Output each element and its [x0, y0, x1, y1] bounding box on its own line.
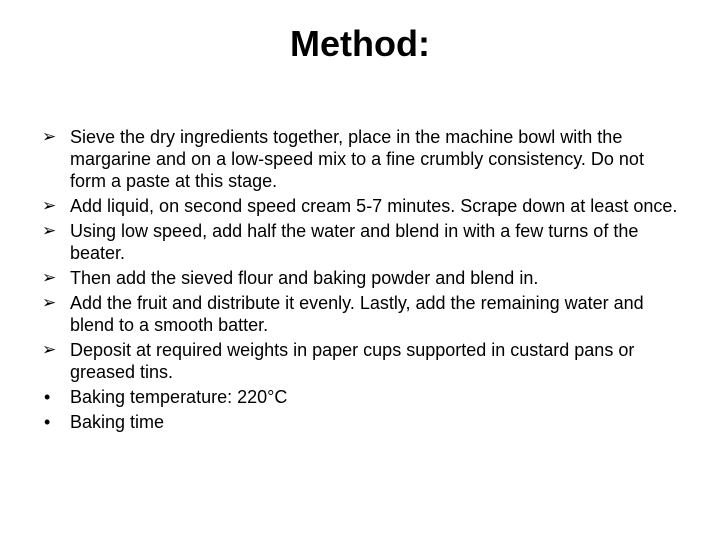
arrow-bullet-icon: ➢ — [42, 268, 57, 287]
step-item-2 — [42, 195, 682, 217]
step-text: Baking temperature: 220°C — [70, 386, 288, 407]
arrow-bullet-icon: ➢ — [42, 292, 57, 312]
step-item-1 — [42, 126, 682, 193]
step-item-3 — [42, 220, 682, 264]
step-item-8 — [42, 411, 682, 433]
step-item-5 — [42, 292, 682, 336]
method-steps-list — [42, 126, 682, 435]
step-text: Add liquid, on second speed cream 5-7 minutes. Scrape down at least once. — [70, 196, 678, 217]
arrow-bullet-icon: ➢ — [42, 339, 57, 359]
step-text: Using low speed, add half the water and blend in with a few turns of the beater. — [70, 221, 639, 264]
step-item-6 — [42, 339, 682, 383]
step-text: Baking time — [70, 411, 165, 432]
step-item-7 — [42, 386, 682, 408]
dot-bullet-icon: • — [44, 411, 51, 432]
dot-bullet-icon: • — [44, 386, 51, 407]
arrow-bullet-icon: ➢ — [42, 221, 57, 240]
step-item-4 — [42, 267, 682, 289]
arrow-bullet-icon: ➢ — [42, 127, 57, 146]
step-text: Deposit at required weights in paper cups supported in custard pans or greased tins. — [70, 339, 635, 382]
slide-title: Method: — [290, 23, 430, 64]
step-text: Then add the sieved flour and baking powder and blend in. — [70, 268, 539, 288]
arrow-bullet-icon: ➢ — [42, 196, 57, 216]
step-text: Sieve the dry ingredients together, place in the machine bowl with the margarine and on a low-speed mix to a fine crumbly consistency. Do not form a paste at this stage. — [70, 127, 644, 192]
step-text: Add the fruit and distribute it evenly. Lastly, add the remaining water and blend to a smooth batter. — [70, 292, 644, 335]
